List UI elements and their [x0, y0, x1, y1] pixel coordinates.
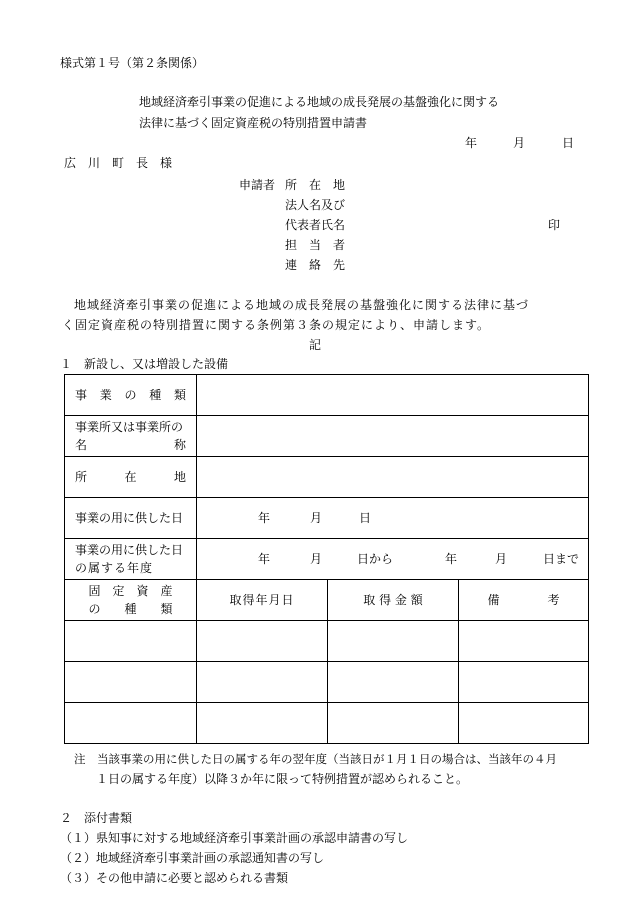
attachment-item-3: （３）その他申請に必要と認められる書類 [60, 871, 289, 885]
applicant-rep-name-label: 代表者氏名 [285, 218, 346, 232]
remarks-cell[interactable] [459, 703, 589, 744]
form-number: 様式第１号（第２条関係） [60, 56, 205, 70]
col-acquisition-date-header: 取得年月日 [197, 580, 328, 621]
remarks-cell[interactable] [459, 621, 589, 662]
ki-mark: 記 [309, 338, 322, 352]
title-line-2: 法律に基づく固定資産税の特別措置申請書 [139, 116, 368, 130]
applicant-corp-name-label: 法人名及び [285, 198, 346, 212]
seal-mark: 印 [548, 218, 561, 232]
date-day-label: 日 [562, 136, 575, 150]
date-year-label: 年 [465, 136, 478, 150]
office-name-label: 事業所又は事業所の 名 称 [65, 416, 197, 457]
asset-type-cell[interactable] [65, 621, 197, 662]
addressee: 広 川 町 長 様 [64, 156, 173, 170]
applicant-contact-label: 連 絡 先 [285, 258, 346, 272]
row-use-date [65, 498, 589, 539]
body-line-1: 地域経済牽引事業の促進による地域の成長発展の基盤強化に関する法律に基づ [74, 298, 530, 312]
table-row [65, 662, 589, 703]
use-date-label: 事業の用に供した日 [65, 498, 197, 539]
date-month-label: 月 [513, 136, 526, 150]
business-type-label: 事 業 の 種 類 [65, 375, 197, 416]
acquisition-date-cell[interactable] [197, 703, 328, 744]
col-acquisition-amount-header: 取 得 金 額 [328, 580, 459, 621]
applicant-address-label: 所 在 地 [285, 178, 346, 192]
col-asset-type-header: 固 定 資 産 の 種 類 [65, 580, 197, 621]
acquisition-date-cell[interactable] [197, 662, 328, 703]
row-fiscal-year [65, 539, 589, 580]
fiscal-year-label: 事業の用に供した日 の属する年度 [65, 539, 197, 580]
note-line-1: 注 当該事業の用に供した日の属する年の翌年度（当該日が１月１日の場合は、当該年の４月 [74, 752, 557, 766]
attachment-item-1: （１）県知事に対する地域経済牽引事業計画の承認申請書の写し [60, 831, 409, 845]
title-line-1: 地域経済牽引事業の促進による地域の成長発展の基盤強化に関する [139, 95, 500, 109]
col-remarks-header: 備 考 [459, 580, 589, 621]
office-name-value[interactable] [197, 416, 589, 457]
location-label: 所 在 地 [65, 457, 197, 498]
use-date-value[interactable]: 年 月 日 [197, 498, 589, 539]
body-line-2: く固定資産税の特別措置に関する条例第３条の規定により、申請します。 [62, 318, 491, 332]
asset-type-cell[interactable] [65, 662, 197, 703]
asset-type-cell[interactable] [65, 703, 197, 744]
acquisition-date-cell[interactable] [197, 621, 328, 662]
row-location [65, 457, 589, 498]
acquisition-amount-cell[interactable] [328, 703, 459, 744]
applicant-label: 申請者 [239, 178, 276, 192]
equipment-table [64, 374, 589, 744]
attachment-item-2: （２）地域経済牽引事業計画の承認通知書の写し [60, 851, 325, 865]
business-type-value[interactable] [197, 375, 589, 416]
table-row [65, 703, 589, 744]
row-office-name [65, 416, 589, 457]
row-column-headers [65, 580, 589, 621]
remarks-cell[interactable] [459, 662, 589, 703]
table-row [65, 621, 589, 662]
row-business-type [65, 375, 589, 416]
applicant-contact-person-label: 担 当 者 [285, 238, 346, 252]
fiscal-year-value[interactable]: 年 月 日から 年 月 日まで [197, 539, 589, 580]
location-value[interactable] [197, 457, 589, 498]
section-2-title: ２ 添付書類 [60, 811, 133, 825]
acquisition-amount-cell[interactable] [328, 621, 459, 662]
acquisition-amount-cell[interactable] [328, 662, 459, 703]
note-line-2: １日の属する年度）以降３か年に限って特例措置が認められること。 [96, 772, 469, 786]
section-1-title: １ 新設し、又は増設した設備 [60, 357, 229, 371]
